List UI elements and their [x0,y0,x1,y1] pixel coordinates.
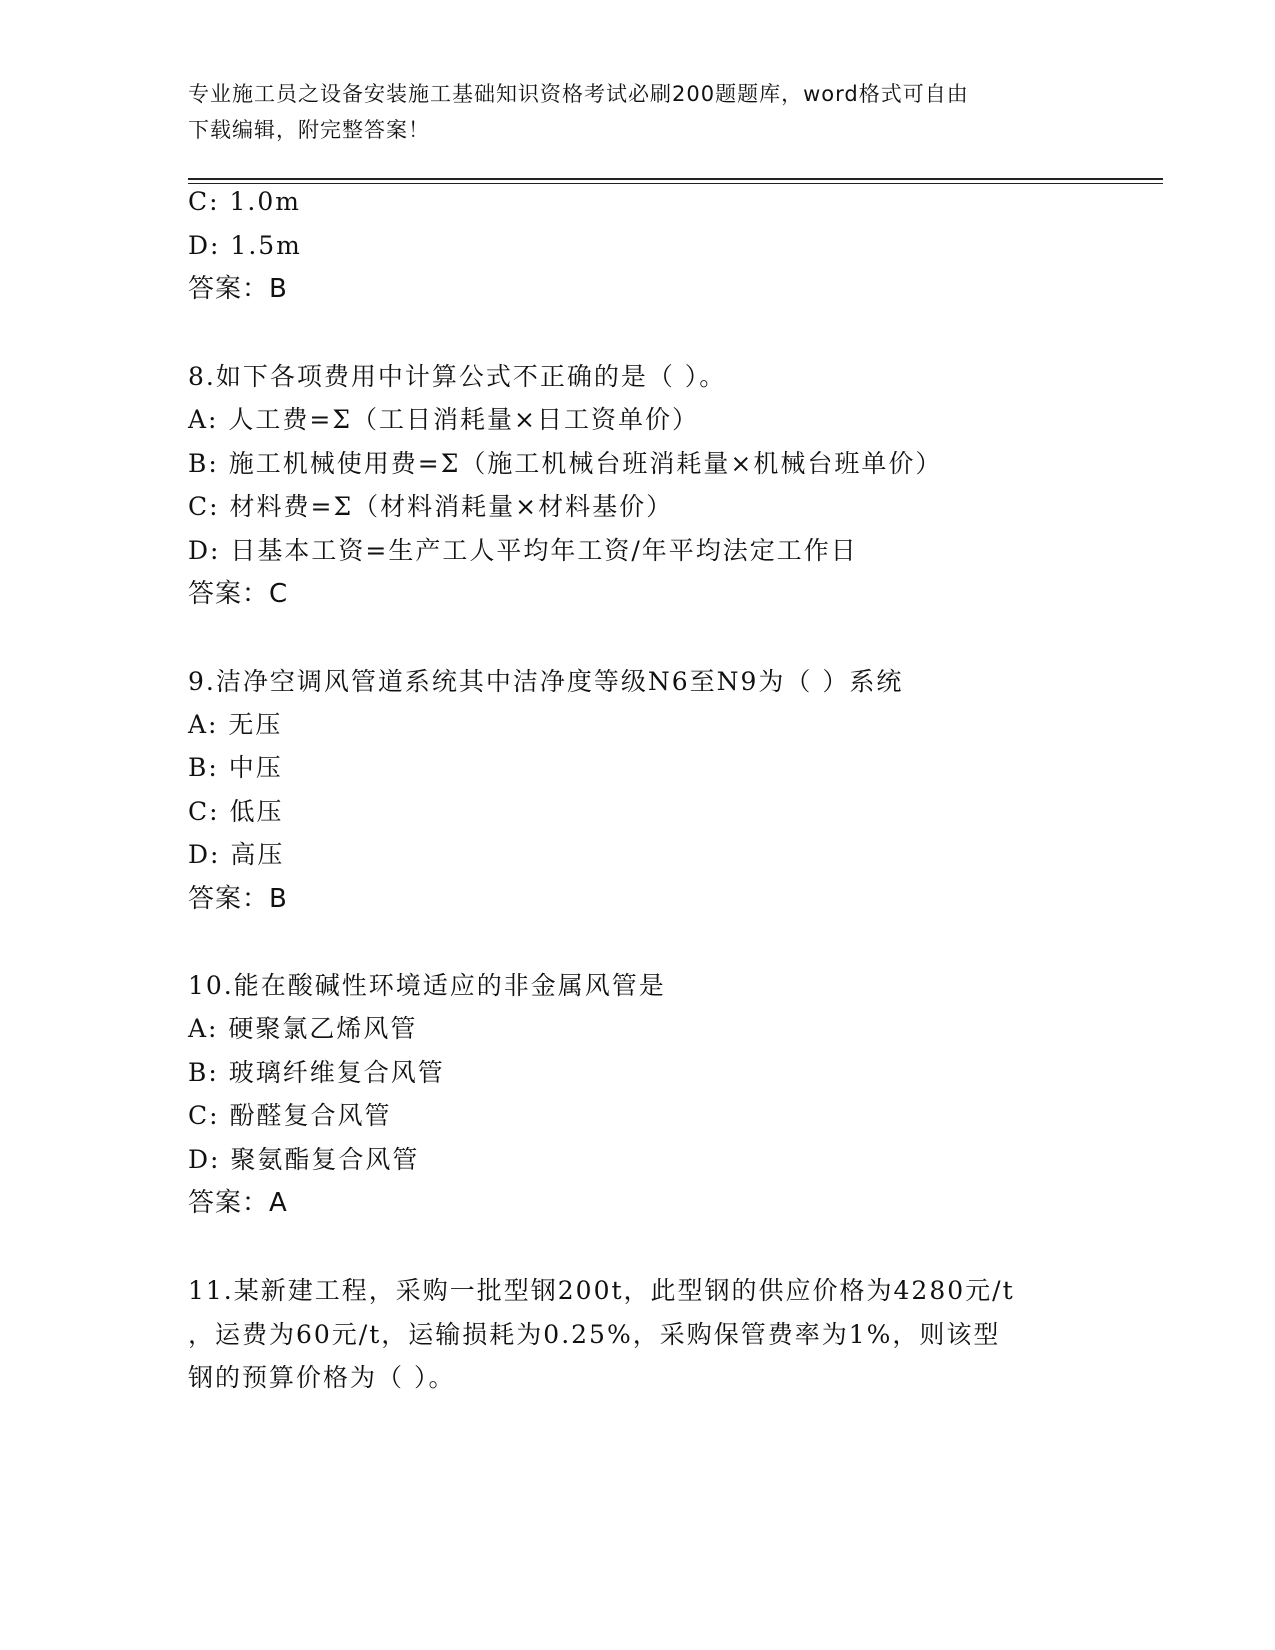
question-8-option-b: B: 施工机械使用费=Σ（施工机械台班消耗量×机械台班单价） [188,449,943,478]
question-9-option-d: D: 高压 [188,840,285,869]
question-11-stem-line-2: ，运费为60元/t，运输损耗为0.25%，采购保管费率为1%，则该型 [188,1320,1001,1349]
document-header [188,76,1088,148]
question-9-stem: 9.洁净空调风管道系统其中洁净度等级N6至N9为（ ）系统 [188,667,904,696]
question-11-stem-line-3: 钢的预算价格为（ ）。 [188,1363,456,1392]
question-8-option-c: C: 材料费=Σ（材料消耗量×材料基价） [188,492,674,521]
question-11-stem-line-1: 11.某新建工程，采购一批型钢200t，此型钢的供应价格为4280元/t [188,1276,1015,1305]
question-9-option-c: C: 低压 [188,797,284,826]
question-9-answer: 答案：B [188,884,288,914]
question-10-answer: 答案：A [188,1188,288,1218]
header-divider [188,178,1163,184]
question-8-answer: 答案：C [188,579,289,609]
question-8-option-a: A: 人工费=Σ（工日消耗量×日工资单价） [188,405,699,434]
question-8-option-d: D: 日基本工资=生产工人平均年工资/年平均法定工作日 [188,536,858,565]
prev-answer: 答案：B [188,274,288,304]
question-10-stem: 10.能在酸碱性环境适应的非金属风管是 [188,971,666,1000]
question-10-option-b: B: 玻璃纤维复合风管 [188,1058,445,1087]
question-9-option-a: A: 无压 [188,710,283,739]
question-10-option-d: D: 聚氨酯复合风管 [188,1145,420,1174]
prev-option-d: D: 1.5m [188,231,302,260]
question-9-option-b: B: 中压 [188,753,283,782]
question-8-stem: 8.如下各项费用中计算公式不正确的是（ ）。 [188,362,727,391]
header-line-1: 专业施工员之设备安装施工基础知识资格考试必刷200题题库，word格式可自由 [188,82,969,106]
header-line-2: 下载编辑，附完整答案！ [188,118,430,142]
question-10-option-a: A: 硬聚氯乙烯风管 [188,1014,418,1043]
prev-option-c: C: 1.0m [188,187,301,216]
question-10-option-c: C: 酚醛复合风管 [188,1101,392,1130]
